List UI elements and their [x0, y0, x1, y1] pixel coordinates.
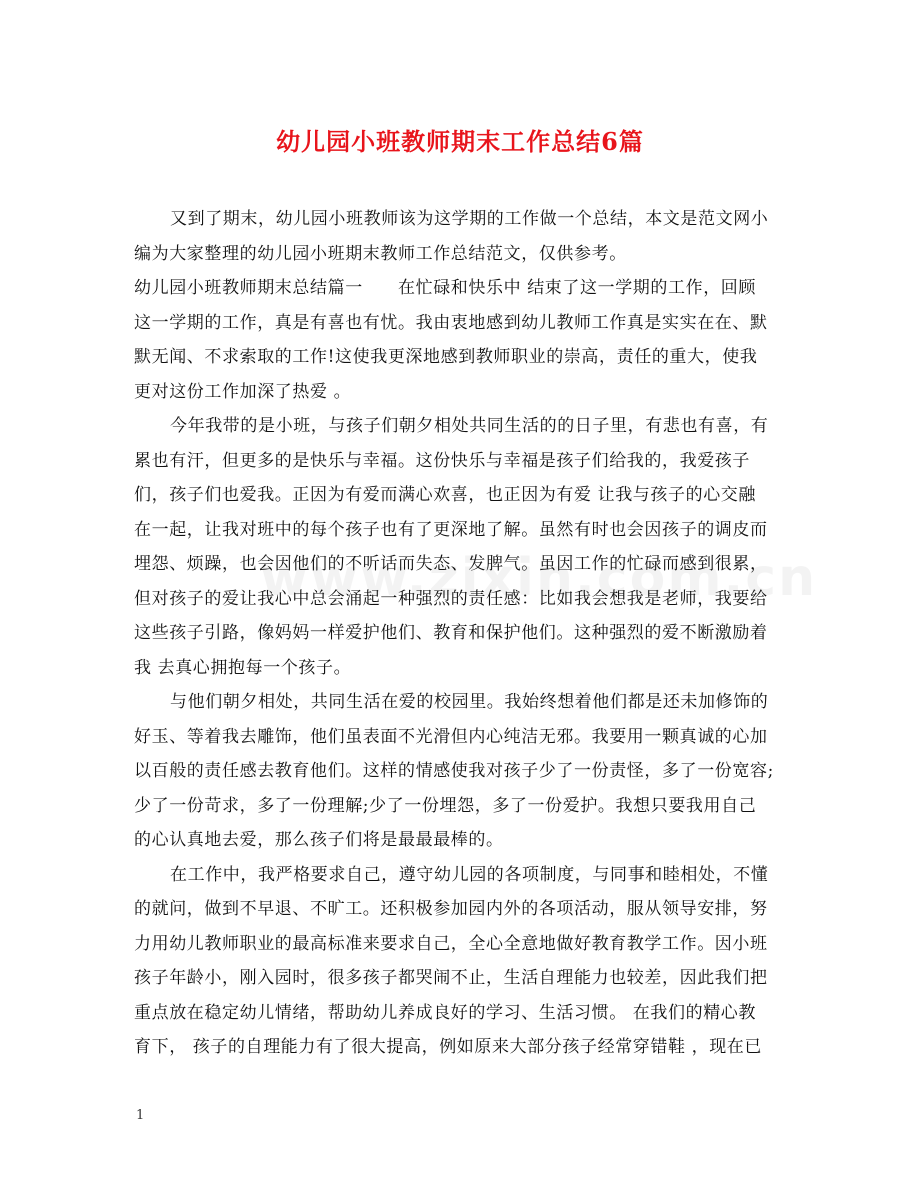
text-line: 以百般的责任感去教育他们。这样的情感使我对孩子少了一份责怪，多了一份宽容;	[134, 761, 774, 781]
text-line: 孩子年龄小，刚入园时，很多孩子都哭闹不止，生活自理能力也较差，因此我们把	[134, 968, 768, 988]
text-line: 的就问，做到不早退、不旷工。还积极参加园内外的各项活动，服从领导安排，努	[134, 899, 768, 919]
text-line: 这一学期的工作，真是有喜也有忧。我由衷地感到幼儿教师工作真是实实在在、默	[134, 312, 768, 333]
text-line: 更对这份工作加深了热爱 。	[134, 381, 352, 402]
text-line: 好玉、等着我去雕饰，他们虽表面不光滑但内心纯洁无邪。我要用一颗真诚的心加	[134, 726, 768, 747]
text-line: 累也有汗，但更多的是快乐与幸福。这份快乐与幸福是孩子们给我的，我爱孩子	[134, 450, 750, 471]
text-line: 幼儿园小班教师期末总结篇一 在忙碌和快乐中 结束了这一学期的工作，回顾	[134, 278, 757, 298]
text-line: 力用幼儿教师职业的最高标准来要求自己，全心全意地做好教育教学工作。因小班	[134, 933, 768, 954]
text-line: 育下， 孩子的自理能力有了很大提高，例如原来大部分孩子经常穿错鞋 ，现在已	[134, 1037, 763, 1057]
text-line: 编为大家整理的幼儿园小班期末教师工作总结范文，仅供参考。	[134, 243, 627, 264]
text-line: 少了一份苛求，多了一份理解;少了一份埋怨，多了一份爱护。我想只要我用自己	[134, 795, 757, 816]
text-line: 这些孩子引路，像妈妈一样爱护他们、教育和保护他们。这种强烈的爱不断激励着	[134, 623, 768, 643]
text-line: 重点放在稳定幼儿情绪，帮助幼儿养成良好的学习、生活习惯。 在我们的精心教	[134, 1002, 757, 1023]
text-line: 在一起，让我对班中的每个孩子也有了更深地了解。虽然有时也会因孩子的调皮而	[134, 519, 768, 540]
text-line: 默无闻、不求索取的工作!这使我更深地感到教师职业的崇高，责任的重大，使我	[134, 347, 758, 367]
text-line: 在工作中，我严格要求自己，遵守幼儿园的各项制度，与同事和睦相处，不懂	[170, 864, 769, 885]
text-line: 今年我带的是小班，与孩子们朝夕相处共同生活的的日子里，有悲也有喜，有	[170, 416, 769, 436]
text-line: 们，孩子们也爱我。正因为有爱而满心欢喜，也正因为有爱 让我与孩子的心交融	[134, 485, 757, 505]
text-line: 埋怨、烦躁，也会因他们的不听话而失态、发脾气。虽因工作的忙碌而感到很累，	[134, 554, 768, 574]
text-line: 我 去真心拥抱每一个孩子。	[134, 657, 352, 678]
text-line: 但对孩子的爱让我心中总会涌起一种强烈的责任感：比如我会想我是老师，我要给	[134, 588, 768, 609]
text-line: 的心认真地去爱，那么孩子们将是最最最棒的。	[134, 830, 504, 850]
document-title: 幼儿园小班教师期末工作总结6篇	[276, 127, 644, 156]
page-number: 1	[136, 1108, 145, 1123]
document-body	[134, 202, 789, 1065]
text-line: 又到了期末，幼儿园小班教师该为这学期的工作做一个总结，本文是范文网小	[170, 209, 769, 229]
text-line: 与他们朝夕相处，共同生活在爱的校园里。我始终想着他们都是还未加修饰的	[170, 692, 769, 712]
